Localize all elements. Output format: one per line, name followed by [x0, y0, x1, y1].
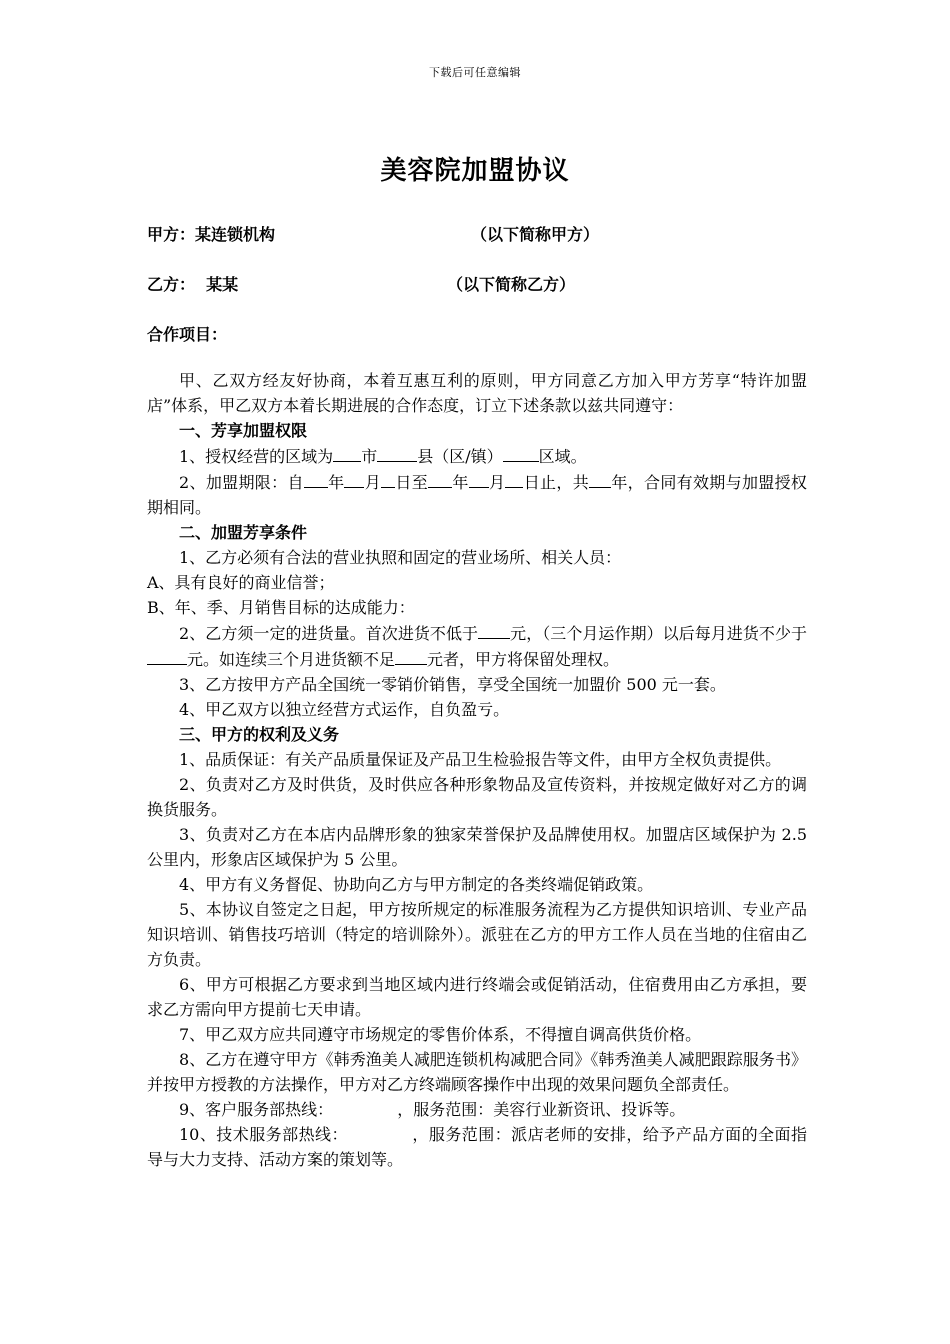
- section-1-title: 一、芳享加盟权限: [179, 421, 308, 440]
- party-a-alias: （以下简称甲方）: [471, 225, 600, 244]
- section-3-item-2: 2、负责对乙方及时供货，及时供应各种形象物品及宣传资料，并按规定做好对乙方的调换货服务。: [147, 775, 807, 819]
- section-2-item-1: 1、乙方必须有合法的营业执照和固定的营业场所、相关人员：: [179, 548, 622, 567]
- section-3-item-4: 4、甲方有义务督促、协助向乙方与甲方制定的各类终端促销政策。: [179, 875, 654, 894]
- party-a-label: 甲方：某连锁机构: [147, 225, 276, 244]
- section-2-item-2: 2、乙方须一定的进货量。首次进货不低于 元，（三个月运作期）以后每月进货不少于元。如连续三个月进货额不足 元者，甲方将保留处理权。: [147, 620, 807, 672]
- section-2-item-a: A、具有良好的商业信誉；: [147, 573, 335, 592]
- section-3-item-7: 7、甲乙双方应共同遵守市场规定的零售价体系，不得擅自调高供货价格。: [179, 1025, 702, 1044]
- section-2-item-3: 3、乙方按甲方产品全国统一零销价销售，享受全国统一加盟价 500 元一套。: [179, 675, 726, 694]
- header-note: 下载后可任意编辑: [429, 66, 521, 79]
- party-b-label: 乙方： 某某: [147, 275, 239, 294]
- section-3-item-9: 9、客户服务部热线： ，服务范围：美容行业新资讯、投诉等。: [179, 1100, 686, 1119]
- section-3-item-6: 6、甲方可根据乙方要求到当地区域内进行终端会或促销活动，住宿费用由乙方承担，要求乙方需向甲方提前七天申请。: [147, 975, 807, 1019]
- section-3-item-8: 8、乙方在遵守甲方《韩秀渔美人减肥连锁机构减肥合同》《韩秀渔美人减肥跟踪服务书》并按甲方授教的方法操作，甲方对乙方终端顾客操作中出现的效果问题负全部责任。: [147, 1050, 807, 1094]
- agreement-body: [147, 368, 807, 1172]
- party-a-line: [147, 222, 600, 245]
- section-2-item-b: B、年、季、月销售目标的达成能力：: [147, 598, 415, 617]
- party-b-alias: （以下简称乙方）: [447, 275, 576, 294]
- section-3-item-10: 10、技术服务部热线： ，服务范围：派店老师的安排，给予产品方面的全面指导与大力支持、活动方案的策划等。: [147, 1125, 807, 1169]
- section-1-item-1: 1、授权经营的区域为 市 县（区/镇） 区域。: [147, 443, 807, 469]
- party-b-line: [147, 272, 576, 295]
- project-label: 合作项目：: [147, 325, 228, 344]
- section-3-item-1: 1、品质保证：有关产品质量保证及产品卫生检验报告等文件，由甲方全权负责提供。: [179, 750, 782, 769]
- section-3-item-5: 5、本协议自签定之日起，甲方按所规定的标准服务流程为乙方提供知识培训、专业产品知识培训、销售技巧培训（特定的培训除外）。派驻在乙方的甲方工作人员在当地的住宿由乙方负责。: [147, 900, 807, 969]
- intro-paragraph: 甲、乙双方经友好协商，本着互惠互利的原则，甲方同意乙方加入甲方芳享“特许加盟店”体系，甲乙双方本着长期进展的合作态度，订立下述条款以兹共同遵守：: [147, 371, 807, 415]
- section-3-title: 三、甲方的权利及义务: [179, 725, 340, 744]
- section-3-item-3: 3、负责对乙方在本店内品牌形象的独家荣誉保护及品牌使用权。加盟店区域保护为 2.5 公里内，形象店区域保护为 5 公里。: [147, 825, 807, 869]
- section-1-item-2: 2、加盟期限：自 年 月 日至 年 月 日止，共 年，合同有效期与加盟授权期相同。: [147, 469, 807, 520]
- section-2-item-4: 4、甲乙双方以独立经营方式运作，自负盈亏。: [179, 700, 510, 719]
- section-2-title: 二、加盟芳享条件: [179, 523, 308, 542]
- document-title: 美容院加盟协议: [380, 156, 570, 186]
